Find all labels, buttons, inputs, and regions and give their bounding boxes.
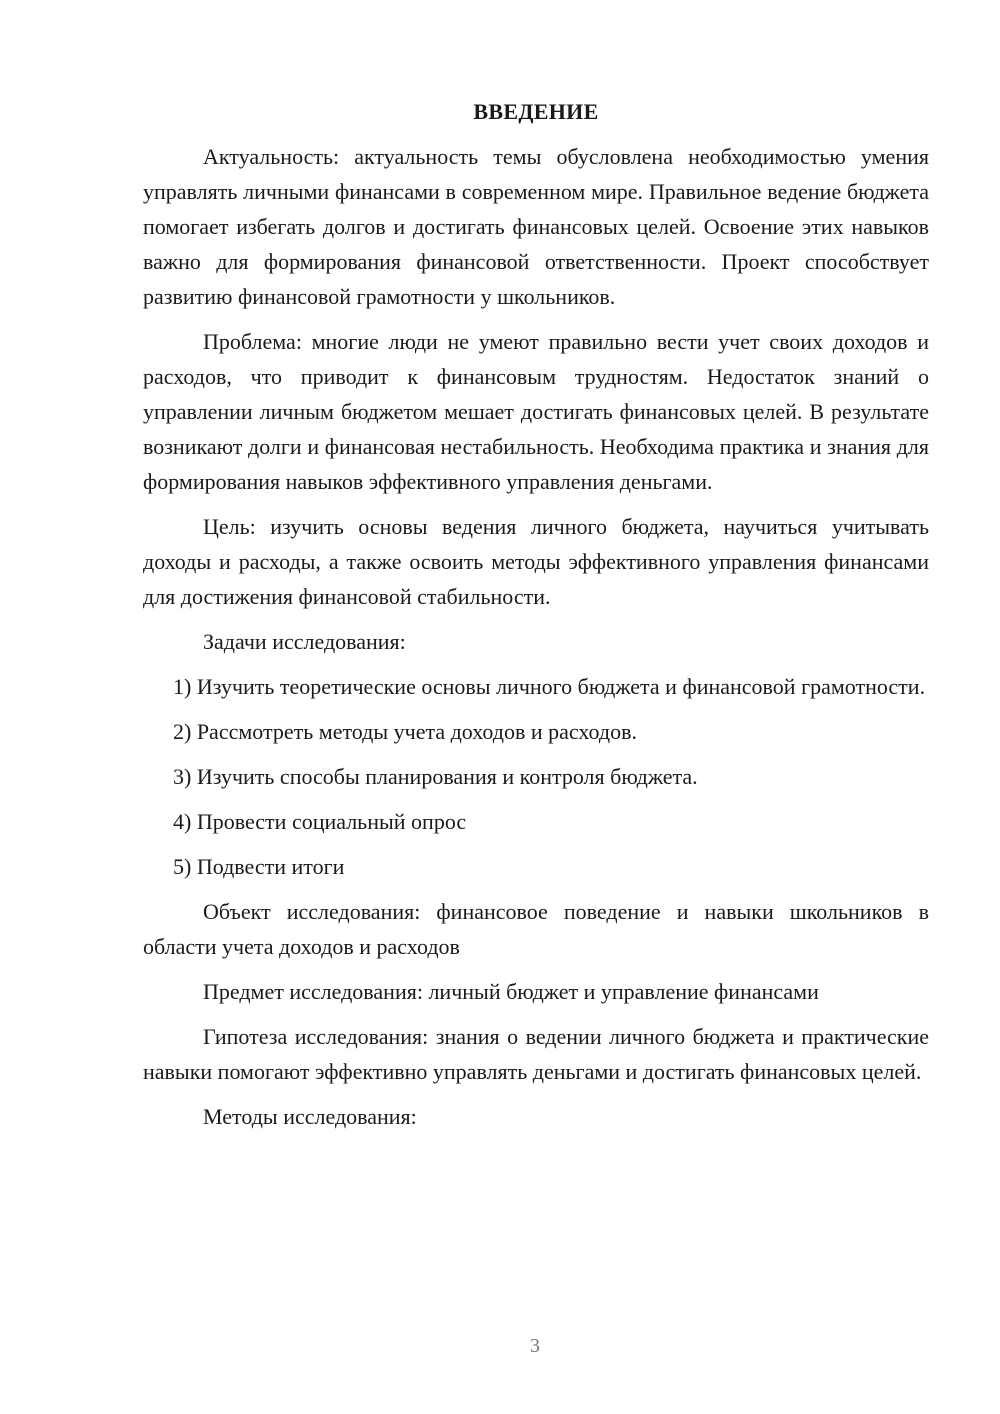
page-number: 3 [530,1335,540,1357]
task-item: 5) Подвести итоги [173,854,345,879]
tasks-heading: Задачи исследования: [203,629,406,654]
paragraph-subject: Предмет исследования: личный бюджет и управление финансами [203,979,819,1004]
paragraph-problem: Проблема: многие люди не умеют правильно вести учет своих доходов и расходов, что приводит к финансовым трудностям. Недостаток знаний о управлении личным бюджетом мешает достигать финансовых целей. В результате возникают долги и финансовая нестабильность. Необходима практика и знания для формирования навыков эффективного управления деньгами. [143,329,929,494]
section-title: ВВЕДЕНИЕ [473,99,599,124]
paragraph-object: Объект исследования: финансовое поведение и навыки школьников в области учета доходов и расходов [143,899,929,959]
task-item: 3) Изучить способы планирования и контроля бюджета. [173,764,698,789]
paragraph-methods: Методы исследования: [203,1104,417,1129]
paragraph-goal: Цель: изучить основы ведения личного бюджета, научиться учитывать доходы и расходы, а также освоить методы эффективного управления финансами для достижения финансовой стабильности. [143,514,929,609]
task-item: 4) Провести социальный опрос [173,809,467,834]
task-item: 2) Рассмотреть методы учета доходов и расходов. [173,719,637,744]
paragraph-relevance: Актуальность: актуальность темы обусловлена необходимостью умения управлять личными финансами в современном мире. Правильное ведение бюджета помогает избегать долгов и достигать финансовых целей. Освоение этих навыков важно для формирования финансовой ответственности. Проект способствует развитию финансовой грамотности у школьников. [143,144,929,309]
page-content [143,94,929,1144]
task-item: 1) Изучить теоретические основы личного бюджета и финансовой грамотности. [173,674,926,699]
paragraph-hypothesis: Гипотеза исследования: знания о ведении личного бюджета и практические навыки помогают эффективно управлять деньгами и достигать финансовых целей. [143,1024,929,1084]
